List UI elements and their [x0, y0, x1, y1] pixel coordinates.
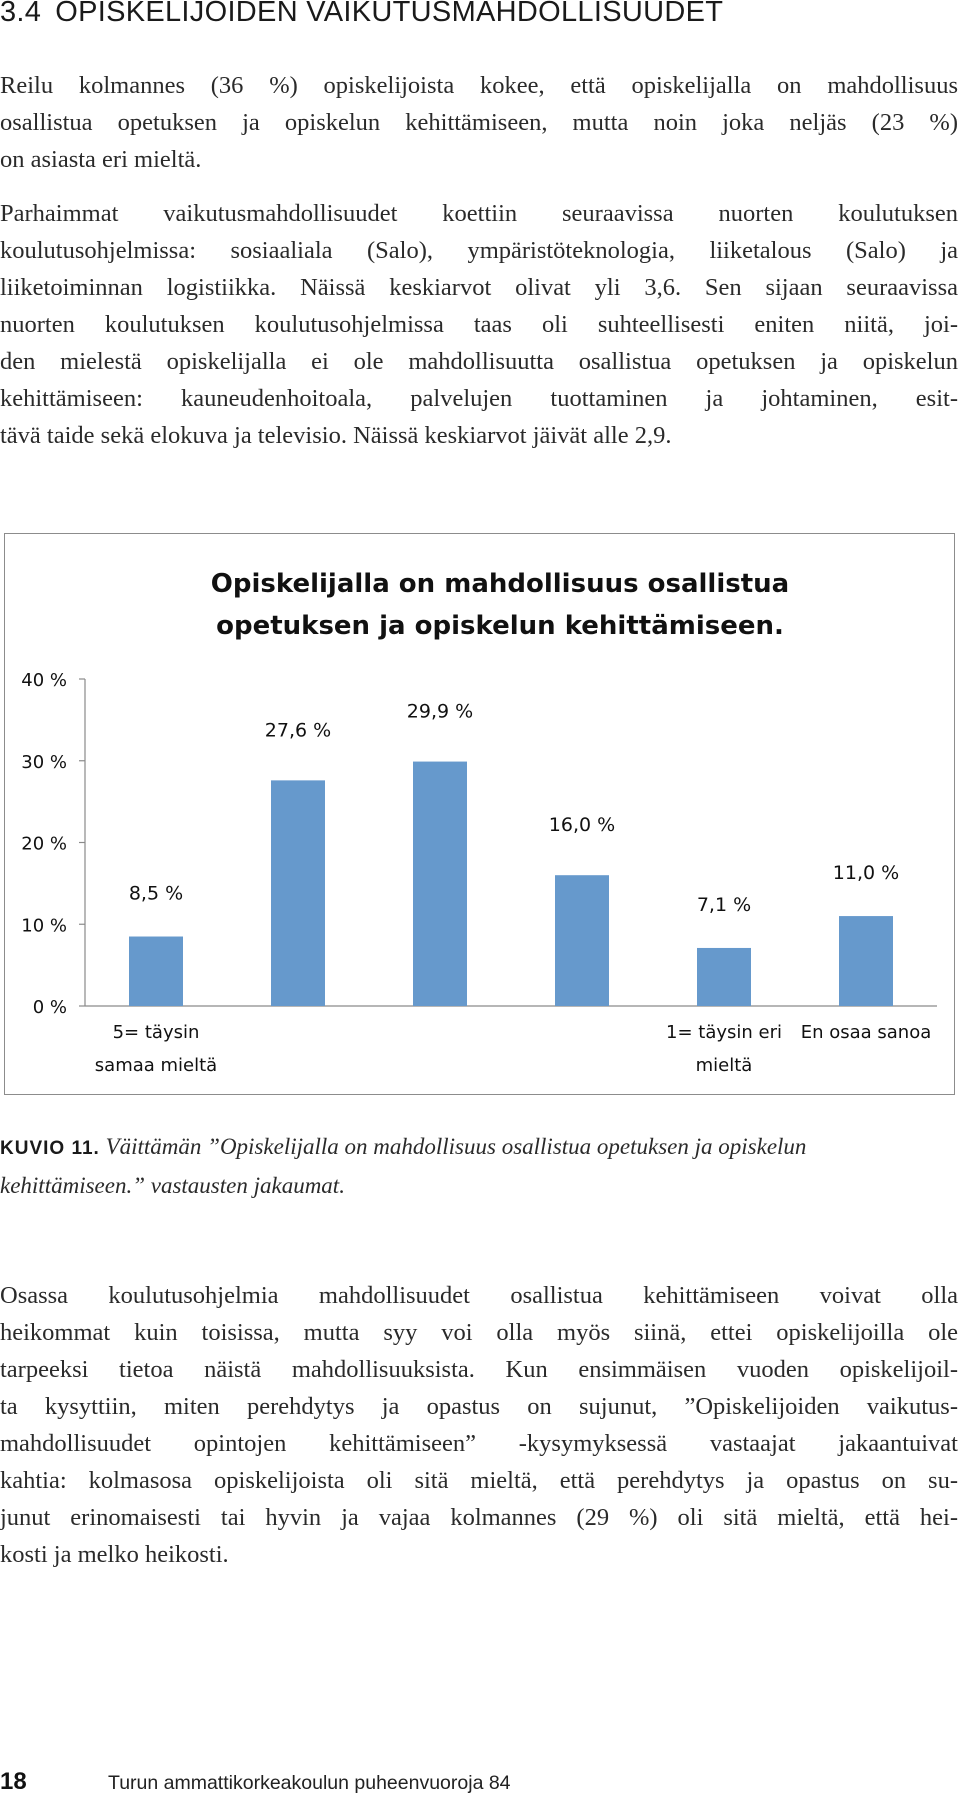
caption-text: kehittämiseen.” vastausten jakaumat.	[0, 1173, 345, 1198]
bar	[271, 780, 325, 1006]
text-line: on asiasta eri mieltä.	[0, 146, 202, 173]
text-line: tarpeeksi tietoa näistä mahdollisuuksista. Kun ensimmäisen vuoden opiskelijoil-	[0, 1356, 958, 1383]
x-category-label: mieltä	[695, 1055, 753, 1076]
text-line: ta kysyttiin, miten perehdytys ja opastus on sujunut, ”Opiskelijoiden vaikutus-	[0, 1393, 958, 1420]
bar	[555, 875, 609, 1006]
y-tick-label: 30 %	[21, 751, 67, 773]
publication-series: Turun ammattikorkeakoulun puheenvuoroja 84	[108, 1772, 511, 1794]
paragraph-orientation	[0, 1277, 958, 1573]
paragraph-programmes	[0, 195, 958, 454]
text-line: den mielestä opiskelijalla ei ole mahdollisuutta osallistua opetuksen ja opiskelun	[0, 348, 958, 375]
text-line: kosti ja melko heikosti.	[0, 1541, 229, 1568]
text-line: osallistua opetuksen ja opiskelun kehittämiseen, mutta noin joka neljäs (23 %)	[0, 109, 958, 136]
bar-value-label: 7,1 %	[696, 893, 752, 916]
text-line: Reilu kolmannes (36 %) opiskelijoista kokee, että opiskelijalla on mahdollisuus	[0, 72, 958, 99]
bar	[839, 916, 893, 1006]
section-heading	[0, 0, 960, 30]
page-number: 18	[0, 1768, 27, 1795]
text-line: tävä taide sekä elokuva ja televisio. Näissä keskiarvot jäivät alle 2,9.	[0, 422, 672, 449]
bar-value-label: 27,6 %	[264, 719, 332, 742]
y-tick-label: 0 %	[32, 997, 67, 1018]
y-tick-label: 40 %	[21, 670, 67, 691]
y-tick-label: 10 %	[21, 915, 67, 937]
x-category-label: samaa mieltä	[94, 1055, 218, 1076]
text-line: koulutusohjelmissa: sosiaaliala (Salo), ympäristöteknologia, liiketalous (Salo) ja	[0, 237, 958, 264]
caption-text: Väittämän ”Opiskelijalla on mahdollisuus osallistua opetuksen ja opiskelun	[99, 1134, 807, 1159]
text-line: Osassa koulutusohjelmia mahdollisuudet osallistua kehittämiseen voivat olla	[0, 1282, 958, 1309]
x-category-label: 5= täysin	[112, 1022, 200, 1043]
section-title: OPISKELIJOIDEN VAIKUTUSMAHDOLLISUUDET	[55, 0, 724, 28]
bar-chart	[5, 534, 953, 1093]
chart-title-line: Opiskelijalla on mahdollisuus osallistua	[210, 569, 790, 599]
text-line: liiketoiminnan logistiikka. Näissä keskiarvot olivat yli 3,6. Sen sijaan seuraavissa	[0, 274, 958, 301]
x-category-label: 1= täysin eri	[666, 1022, 782, 1043]
text-line: mahdollisuudet opintojen kehittämiseen” -kysymyksessä vastaajat jakaantuivat	[0, 1430, 958, 1457]
text-line: heikommat kuin toisissa, mutta syy voi olla myös siinä, ettei opiskelijoilla ole	[0, 1319, 958, 1346]
bar	[129, 937, 183, 1006]
figure-label: KUVIO 11.	[0, 1138, 100, 1159]
text-line: kahtia: kolmasosa opiskelijoista oli sitä mieltä, että perehdytys ja opastus on su-	[0, 1467, 958, 1494]
paragraph-intro	[0, 67, 958, 178]
figure-caption	[0, 1128, 958, 1204]
bar-value-label: 8,5 %	[128, 882, 184, 905]
section-number: 3.4	[0, 0, 42, 28]
text-line: junut erinomaisesti tai hyvin ja vajaa kolmannes (29 %) oli sitä mieltä, että hei-	[0, 1504, 958, 1531]
text-line: kehittämiseen: kauneudenhoitoala, palvelujen tuottaminen ja johtaminen, esit-	[0, 385, 958, 412]
y-tick-label: 20 %	[21, 833, 67, 855]
bar	[413, 762, 467, 1006]
text-line: Parhaimmat vaikutusmahdollisuudet koettiin seuraavissa nuorten koulutuksen	[0, 200, 958, 227]
text-line: nuorten koulutuksen koulutusohjelmissa taas oli suhteellisesti eniten niitä, joi-	[0, 311, 958, 338]
page-footer	[0, 1768, 960, 1800]
chart-frame	[4, 533, 955, 1095]
bar-value-label: 16,0 %	[548, 814, 616, 837]
bar-value-label: 29,9 %	[406, 700, 474, 723]
x-category-label: En osaa sanoa	[800, 1022, 932, 1043]
chart-title-line: opetuksen ja opiskelun kehittämiseen.	[216, 611, 784, 641]
bar	[697, 948, 751, 1006]
bar-value-label: 11,0 %	[832, 862, 900, 885]
